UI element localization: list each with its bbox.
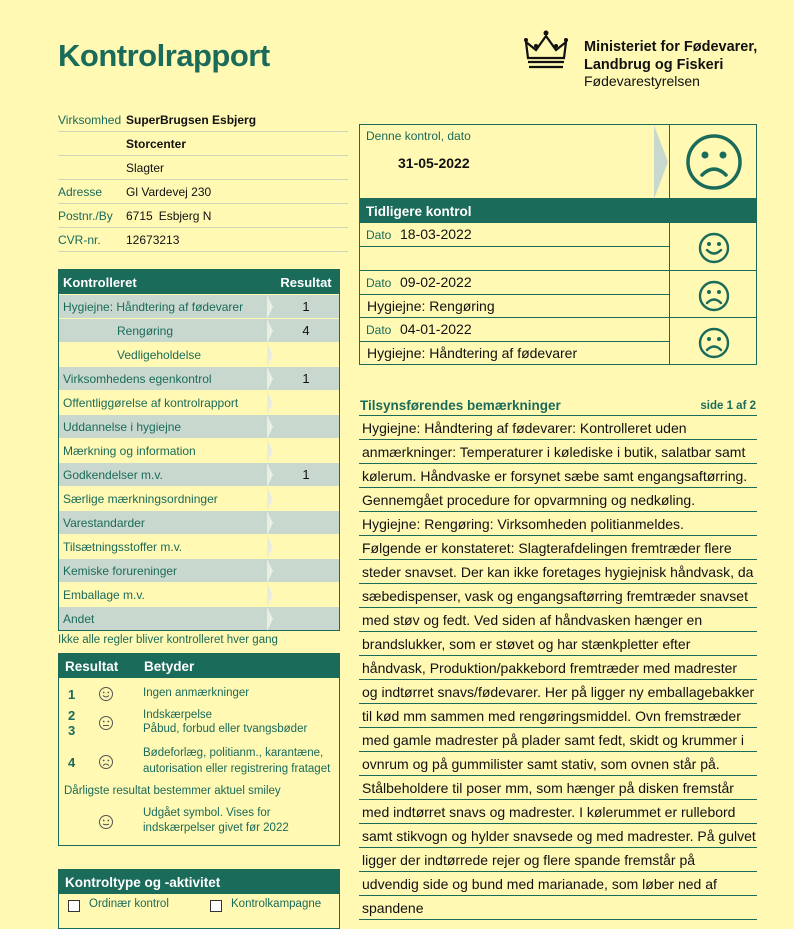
company-postnr: 6715 bbox=[126, 208, 153, 223]
kontrolleret-label: Mærkning og information bbox=[63, 443, 196, 458]
checkbox-kampagne[interactable] bbox=[210, 900, 222, 912]
chevron-right-icon bbox=[267, 391, 273, 415]
legend-text-2: Indskærpelse bbox=[143, 709, 213, 721]
header-resultat: Resultat bbox=[280, 274, 332, 290]
remark-line: ligger der indtørrede rejer og flere spande fremstår på bbox=[359, 848, 757, 872]
kontrolleret-header bbox=[59, 270, 339, 294]
legend-text-1: Ingen anmærkninger bbox=[143, 687, 250, 699]
kontrolleret-row bbox=[59, 486, 339, 510]
control-dates-box bbox=[359, 124, 757, 365]
remark-line: med gamle madrester på plader samt fedt, skidt og krummer i bbox=[359, 728, 757, 752]
remark-line: håndvask, Produktion/pakkebord fremtræder med madrester bbox=[359, 656, 757, 680]
remark-line: med støv og fedt. Ved siden af håndvasken hænger en bbox=[359, 608, 757, 632]
sad-smiley-icon bbox=[698, 280, 730, 312]
ministry-name bbox=[584, 38, 757, 74]
previous-header: Tidligere kontrol bbox=[360, 199, 756, 223]
kontrolleret-row bbox=[59, 414, 339, 438]
crown-logo-icon bbox=[522, 28, 570, 72]
chevron-right-icon bbox=[267, 607, 273, 631]
remark-line: ovnrum og på gummilister samt stativ, som ovnen står på. bbox=[359, 752, 757, 776]
previous-date: 09-02-2022 bbox=[400, 274, 472, 290]
previous-date-label: Dato bbox=[366, 228, 392, 242]
remark-line: Følgende er konstateret: Slagterafdelingen fremtræder flere bbox=[359, 536, 757, 560]
legend-num-4: 4 bbox=[68, 755, 76, 770]
result-legend bbox=[58, 653, 340, 846]
info-row-dept bbox=[58, 156, 348, 180]
kontrolleret-label: Virksomhedens egenkontrol bbox=[63, 371, 212, 386]
remark-line: sæbedispenser, vask og engangsaftørring fremtræder snavset bbox=[359, 584, 757, 608]
legend-expired-1: Udgået symbol. Vises for bbox=[143, 807, 271, 819]
info-row-virksomhed bbox=[58, 108, 348, 132]
label-cvr: CVR-nr. bbox=[58, 232, 101, 247]
chevron-right-icon bbox=[267, 511, 273, 535]
remark-line: med indtørret snavs og madrester. I kølerummet er rullebord bbox=[359, 800, 757, 824]
chevron-right-icon bbox=[267, 535, 273, 559]
remark-line: samt stikvogn og hylder snavsede og med madrester. På gulvet bbox=[359, 824, 757, 848]
agency-name: Fødevarestyrelsen bbox=[584, 73, 700, 89]
sad-smiley-icon bbox=[98, 754, 114, 770]
kontrolleret-label: Kemiske forureninger bbox=[63, 563, 178, 578]
legend-header-resultat: Resultat bbox=[65, 658, 119, 674]
legend-text-3: Påbud, forbud eller tvangsbøder bbox=[143, 723, 308, 735]
label-ordinaer: Ordinær kontrol bbox=[89, 898, 169, 910]
legend-text-4b: autorisation eller registrering frataget bbox=[143, 763, 331, 775]
previous-date-label: Dato bbox=[366, 323, 392, 337]
current-date-label: Denne kontrol, dato bbox=[366, 129, 471, 143]
remark-line: Hygiejne: Rengøring: Virksomheden politianmeldes. bbox=[359, 512, 757, 536]
kontrolleret-table bbox=[58, 269, 340, 631]
kontrolleret-label: Hygiejne: Håndtering af fødevarer bbox=[63, 299, 244, 314]
company-name2: Storcenter bbox=[126, 136, 187, 151]
chevron-right-icon bbox=[654, 125, 668, 199]
chevron-right-icon bbox=[267, 583, 273, 607]
chevron-right-icon bbox=[267, 343, 273, 367]
kontrolleret-note: Ikke alle regler bliver kontrolleret hver gang bbox=[58, 634, 278, 646]
previous-desc: Hygiejne: Håndtering af fødevarer bbox=[367, 345, 578, 361]
legend-num-1: 1 bbox=[68, 687, 76, 702]
previous-date: 04-01-2022 bbox=[400, 321, 472, 337]
company-address: Gl Vardevej 230 bbox=[126, 184, 212, 199]
remark-line: Gennemgået procedure for opvarmning og nedkøling. bbox=[359, 488, 757, 512]
header-kontrolleret: Kontrolleret bbox=[63, 274, 137, 290]
chevron-right-icon bbox=[267, 415, 273, 439]
legend-num-2: 2 bbox=[68, 708, 76, 723]
remark-line: til kød mm sammen med rengøringsmiddel. Ovn fremstræder bbox=[359, 704, 757, 728]
kontrolleret-row bbox=[59, 342, 339, 366]
label-adresse: Adresse bbox=[58, 184, 103, 199]
previous-control-row bbox=[360, 223, 756, 270]
company-dept: Slagter bbox=[126, 160, 165, 175]
checkbox-ordinaer[interactable] bbox=[68, 900, 80, 912]
remarks-header bbox=[359, 398, 757, 416]
current-control bbox=[360, 125, 756, 199]
sad-smiley-icon bbox=[685, 133, 743, 191]
sad-smiley-icon bbox=[698, 327, 730, 359]
chevron-right-icon bbox=[267, 439, 273, 463]
remark-line: udvendig side og bund med marianade, som løber ned af bbox=[359, 872, 757, 896]
remark-line: Stålbeholdere til poser mm, som hænger på disken fremstår bbox=[359, 776, 757, 800]
page-title: Kontrolrapport bbox=[58, 38, 270, 73]
remark-line: anmærkninger: Temperaturer i kølediske i butik, salatbar samt bbox=[359, 440, 757, 464]
kontroltype-box bbox=[58, 869, 340, 929]
chevron-right-icon bbox=[267, 487, 273, 511]
legend-header-betyder: Betyder bbox=[144, 658, 195, 674]
kontrolleret-row bbox=[59, 438, 339, 462]
remark-line: kølerum. Håndvaske er forsynet sæbe samt engangsaftørring. bbox=[359, 464, 757, 488]
label-postnr: Postnr./By bbox=[58, 208, 113, 223]
previous-date-label: Dato bbox=[366, 276, 392, 290]
expired-smiley-icon bbox=[98, 814, 114, 830]
remark-line: Hygiejne: Håndtering af fødevarer: Kontrolleret uden bbox=[359, 416, 757, 440]
happy-smiley-icon bbox=[698, 232, 730, 264]
previous-date: 18-03-2022 bbox=[400, 226, 472, 242]
chevron-right-icon bbox=[267, 559, 273, 583]
kontrolleret-row bbox=[59, 294, 339, 318]
kontrolleret-row bbox=[59, 318, 339, 342]
info-row-name2 bbox=[58, 132, 348, 156]
kontrolleret-result: 1 bbox=[302, 299, 310, 314]
kontrolleret-row bbox=[59, 390, 339, 414]
info-row-cvr bbox=[58, 228, 348, 252]
legend-text-4a: Bødeforlæg, politianm., karantæne, bbox=[143, 747, 324, 759]
kontrolleret-result: 1 bbox=[302, 467, 310, 482]
kontrolleret-row bbox=[59, 510, 339, 534]
happy-smiley-icon bbox=[98, 686, 114, 702]
kontroltype-header: Kontroltype og -aktivitet bbox=[59, 870, 339, 894]
kontrolleret-label: Rengøring bbox=[117, 323, 174, 338]
kontrolleret-row bbox=[59, 366, 339, 390]
ministry-line1: Ministeriet for Fødevarer, bbox=[584, 39, 758, 55]
legend-worst-note: Dårligste resultat bestemmer aktuel smiley bbox=[64, 785, 281, 797]
kontrolleret-label: Tilsætningsstoffer m.v. bbox=[63, 539, 183, 554]
remark-line: spandene bbox=[359, 896, 757, 920]
info-row-adresse bbox=[58, 180, 348, 204]
kontrolleret-result: 1 bbox=[302, 371, 310, 386]
previous-control-row bbox=[360, 270, 756, 317]
current-date: 31-05-2022 bbox=[398, 155, 470, 171]
page-indicator: side 1 af 2 bbox=[700, 400, 756, 412]
company-name: SuperBrugsen Esbjerg bbox=[126, 112, 257, 127]
kontrolleret-label: Uddannelse i hygiejne bbox=[63, 419, 182, 434]
remark-line: brandslukker, som er støvet og har stænkpletter efter bbox=[359, 632, 757, 656]
company-city: Esbjerg N bbox=[158, 208, 212, 223]
remark-line: steder snavset. Der kan ikke foretages hygiejnisk håndvask, da bbox=[359, 560, 757, 584]
remarks-title: Tilsynsførendes bemærkninger bbox=[360, 398, 561, 413]
company-info bbox=[58, 108, 348, 252]
kontrolleret-label: Offentliggørelse af kontrolrapport bbox=[63, 395, 239, 410]
kontrolleret-result: 4 bbox=[302, 323, 310, 338]
kontrolleret-row bbox=[59, 582, 339, 606]
remark-line: og indtørret snavs/fødevarer. Her på ligger ny emballagebakker bbox=[359, 680, 757, 704]
legend-num-3: 3 bbox=[68, 723, 76, 738]
kontrolleret-row bbox=[59, 462, 339, 486]
previous-control-row bbox=[360, 317, 756, 364]
ministry-line2: Landbrug og Fiskeri bbox=[584, 57, 724, 73]
company-cvr: 12673213 bbox=[126, 232, 180, 247]
neutral-smiley-icon bbox=[98, 715, 114, 731]
label-kampagne: Kontrolkampagne bbox=[231, 898, 322, 910]
previous-desc: Hygiejne: Rengøring bbox=[367, 298, 495, 314]
remarks-body bbox=[359, 416, 757, 920]
kontrolleret-label: Varestandarder bbox=[63, 515, 145, 530]
info-row-postnr bbox=[58, 204, 348, 228]
kontrolleret-row bbox=[59, 534, 339, 558]
kontrolleret-label: Godkendelser m.v. bbox=[63, 467, 163, 482]
kontrolleret-row bbox=[59, 606, 339, 630]
kontrolleret-label: Særlige mærkningsordninger bbox=[63, 491, 218, 506]
legend-header bbox=[59, 654, 339, 678]
kontrolleret-label: Emballage m.v. bbox=[63, 587, 145, 602]
kontrolleret-row bbox=[59, 558, 339, 582]
legend-expired-2: indskærpelser givet før 2022 bbox=[143, 822, 289, 834]
kontrolleret-label: Vedligeholdelse bbox=[117, 347, 202, 362]
label-virksomhed: Virksomhed bbox=[58, 112, 122, 127]
kontrolleret-label: Andet bbox=[63, 611, 95, 626]
